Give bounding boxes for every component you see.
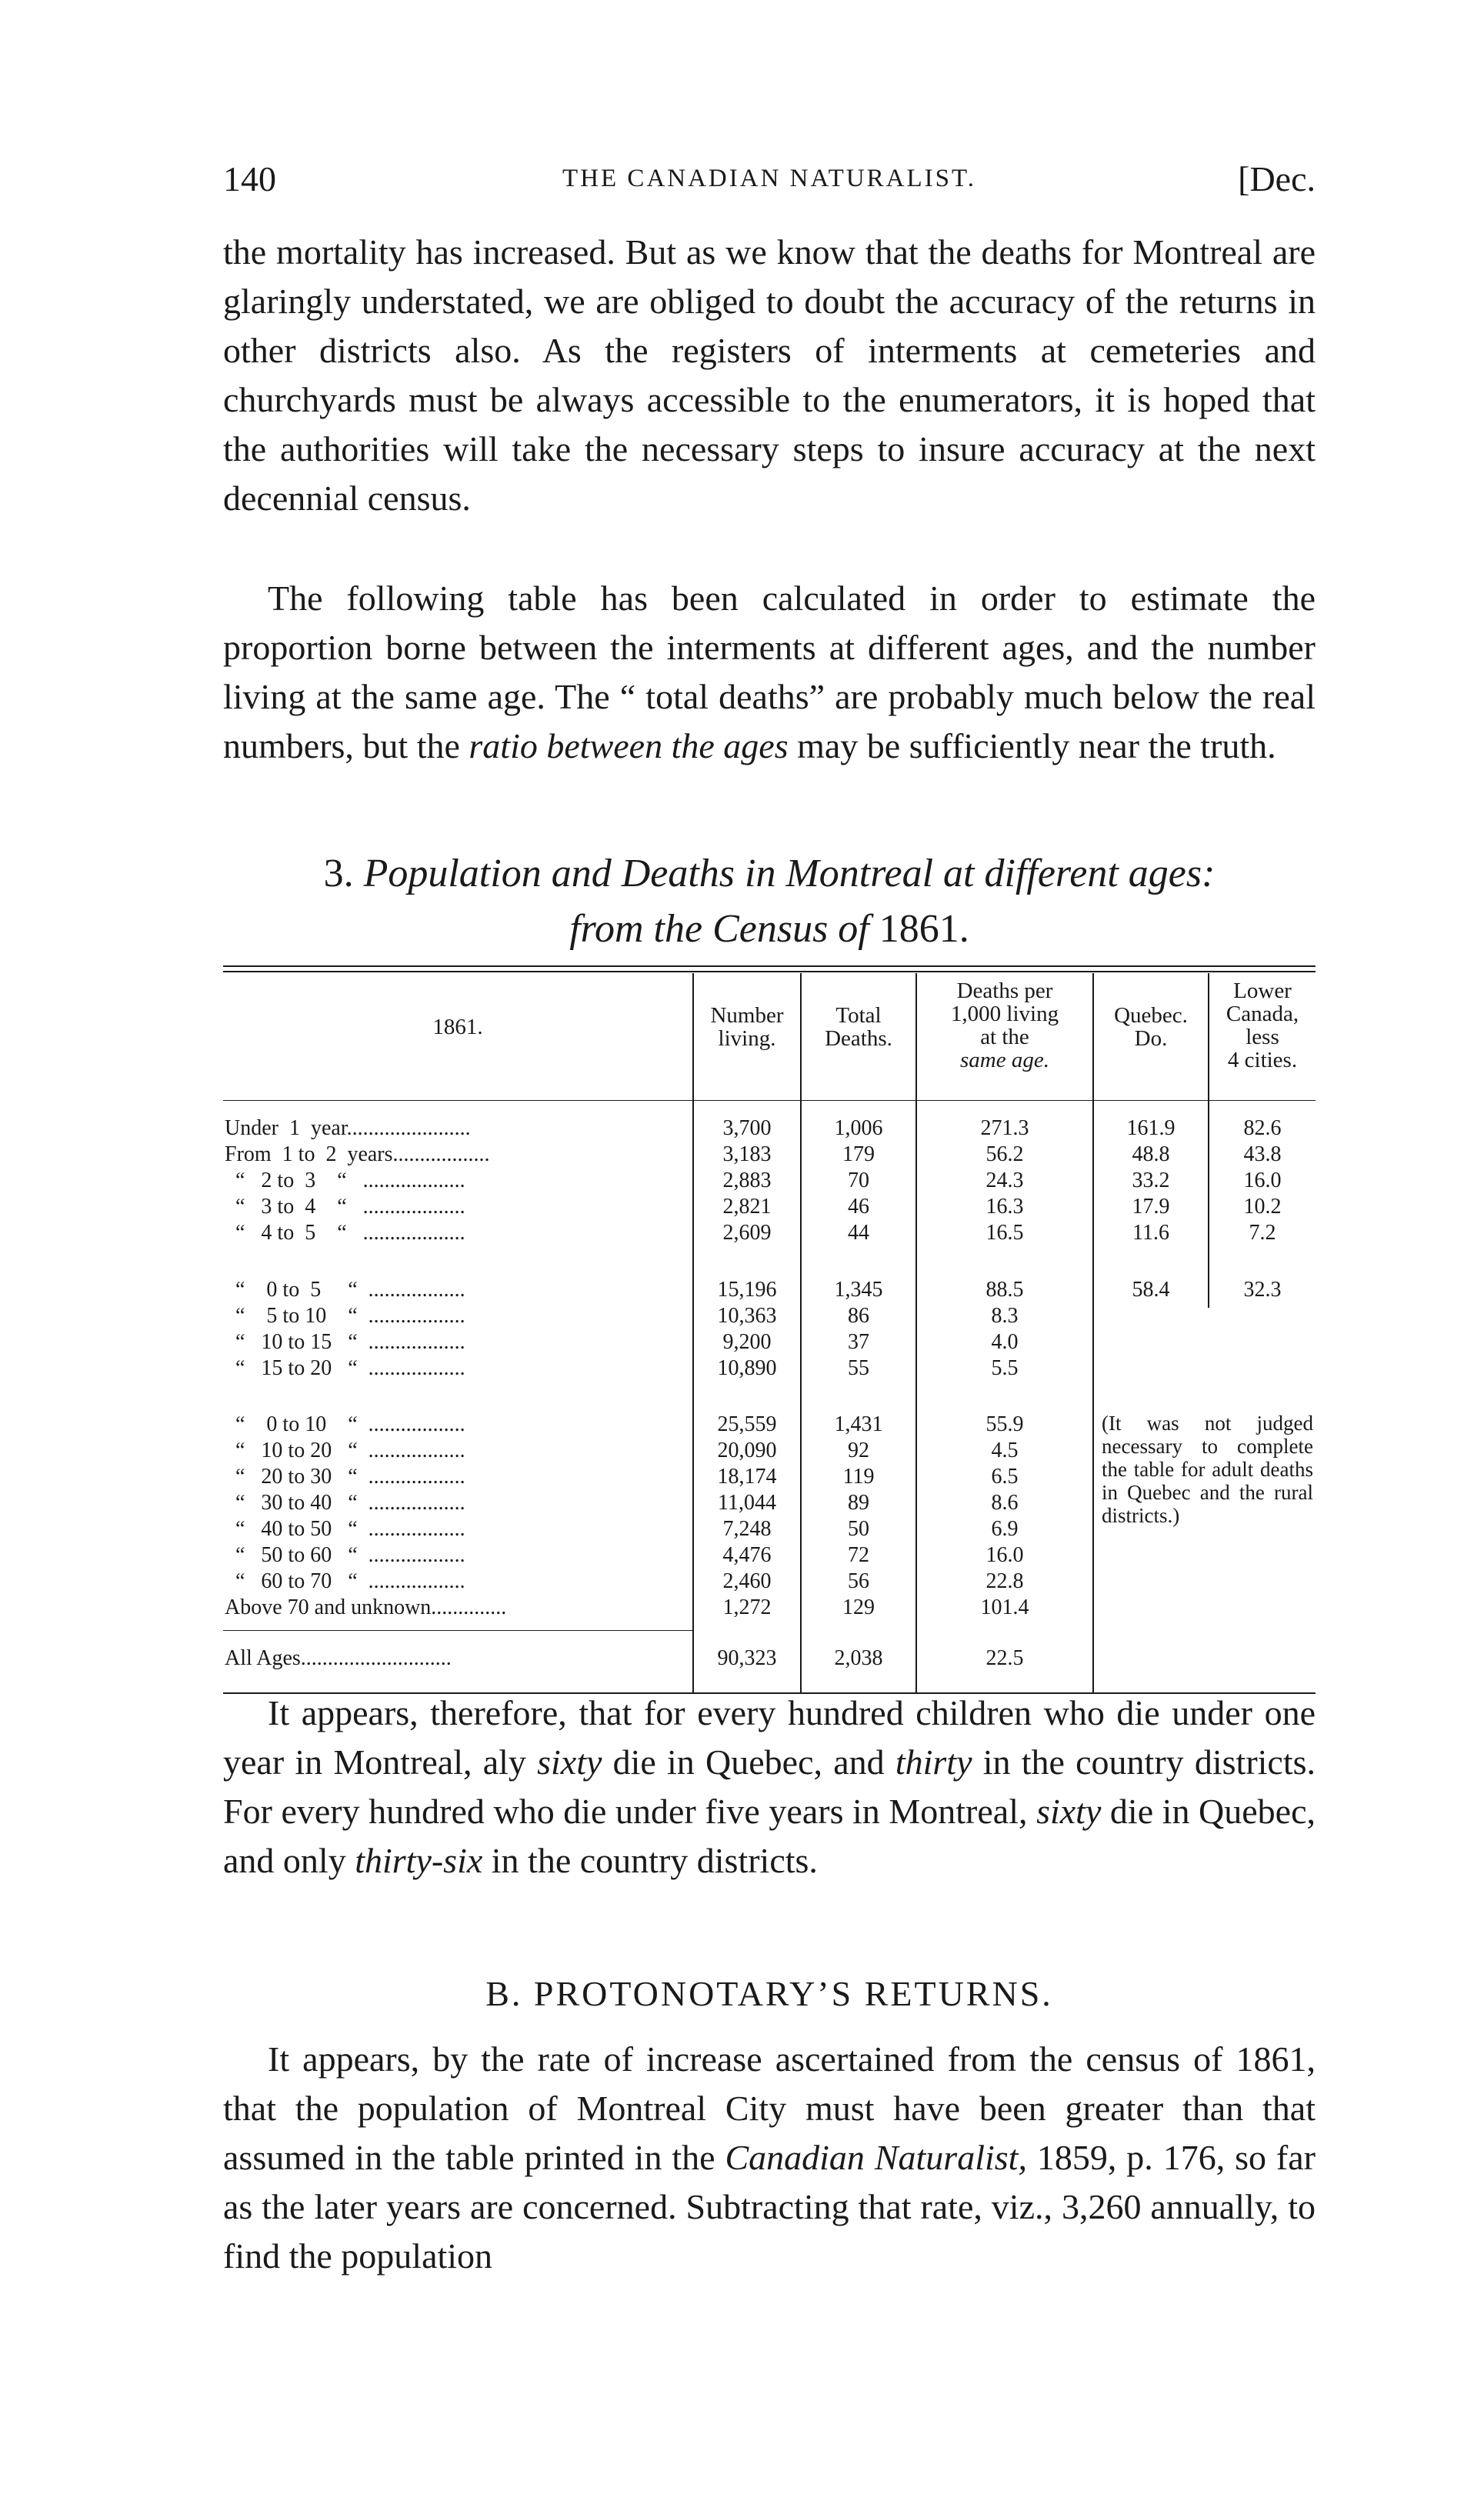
row-label: “ 50 to 60 “ .................. [225, 1543, 465, 1567]
row-label: “ 10 to 20 “ .................. [225, 1439, 465, 1462]
cell-per1000: 6.5 [991, 1465, 1019, 1489]
row-label: “ 30 to 40 “ .................. [225, 1491, 465, 1515]
cell-per1000: 55.9 [985, 1412, 1024, 1436]
cell-living: 3,700 [722, 1116, 772, 1140]
caption-number: 3. [323, 852, 354, 895]
cell-living: 3,183 [722, 1142, 772, 1166]
row-label: “ 0 to 5 “ .................. [225, 1278, 465, 1302]
cell-per1000: 4.0 [991, 1330, 1019, 1354]
cell-per1000: 88.5 [985, 1278, 1024, 1302]
intro-text-end: may be sufficiently near the truth. [788, 726, 1276, 765]
cell-per1000: 16.3 [985, 1195, 1024, 1219]
header-underline [223, 1100, 692, 1101]
total-living: 90,323 [717, 1646, 777, 1670]
paragraph-table-intro [223, 574, 1316, 771]
header-deaths-per-1000: Deaths per 1,000 living at the same age. [950, 979, 1059, 1072]
running-header [223, 158, 1316, 205]
cell-lower-canada: 7.2 [1249, 1221, 1276, 1245]
cell-per1000: 22.8 [985, 1569, 1024, 1593]
cell-living: 2,460 [722, 1569, 772, 1593]
cell-quebec: 161.9 [1126, 1116, 1176, 1140]
cell-deaths: 46 [848, 1195, 869, 1219]
row-label: “ 0 to 10 “ .................. [225, 1412, 465, 1436]
header-total-deaths: Total Deaths. [825, 1003, 892, 1051]
cell-per1000: 101.4 [980, 1595, 1029, 1619]
cell-lower-canada: 10.2 [1243, 1195, 1282, 1219]
cell-deaths: 70 [848, 1169, 869, 1192]
row-label: Under 1 year....................... [225, 1116, 471, 1140]
cell-deaths: 89 [848, 1491, 869, 1515]
header-number-living: Number living. [710, 1003, 784, 1051]
cell-deaths: 179 [842, 1142, 875, 1166]
table-note: (It was not judged necessary to complete the table for adult deaths in Quebec and the rural districts.) [1102, 1412, 1313, 1527]
cell-deaths: 50 [848, 1517, 869, 1541]
caption-year: 1861. [879, 907, 969, 951]
paragraph-comparison: It appears, therefore, that for every hundred children who die under one year in Montreal, aly sixty die in Quebec, and thirty in the country districts. For every hundred who die under five years in Montreal, sixty die in Quebec, and only thirty-six in the country districts. [223, 1693, 1316, 1880]
row-label: “ 5 to 10 “ .................. [225, 1304, 465, 1328]
table-top-rule-2 [223, 971, 1316, 972]
row-label: “ 20 to 30 “ .................. [225, 1465, 465, 1489]
intro-text: The following table has been calculated in order to estimate the proportion borne between the interments at different ages, and the number living at the same age. The “ total deaths” are probably much below the real numbers, but the [223, 578, 1316, 765]
cell-quebec: 48.8 [1132, 1142, 1170, 1166]
cell-per1000: 271.3 [980, 1116, 1029, 1140]
header-quebec: Quebec. Do. [1114, 1003, 1188, 1051]
cell-living: 15,196 [717, 1278, 777, 1302]
cell-lower-canada: 43.8 [1243, 1142, 1282, 1166]
total-deaths: 2,038 [834, 1646, 883, 1670]
cell-living: 2,821 [722, 1195, 772, 1219]
cell-deaths: 44 [848, 1221, 869, 1245]
cell-per1000: 6.9 [991, 1517, 1019, 1541]
cell-living: 2,609 [722, 1221, 772, 1245]
caption-title: Population and Deaths in Montreal at different ages: [363, 852, 1216, 895]
cell-per1000: 16.0 [985, 1543, 1024, 1567]
cell-deaths: 72 [848, 1543, 869, 1567]
row-label: “ 40 to 50 “ .................. [225, 1517, 465, 1541]
row-label: “ 15 to 20 “ .................. [225, 1356, 465, 1380]
column-rule [1092, 973, 1094, 1692]
cell-lower-canada: 16.0 [1243, 1169, 1282, 1192]
cell-living: 10,363 [717, 1304, 777, 1328]
row-label: “ 10 to 15 “ .................. [225, 1330, 465, 1354]
cell-deaths: 86 [848, 1304, 869, 1328]
cell-quebec: 33.2 [1132, 1169, 1170, 1192]
total-per1000: 22.5 [985, 1646, 1024, 1670]
cell-per1000: 16.5 [985, 1221, 1024, 1245]
cell-quebec: 11.6 [1132, 1221, 1169, 1245]
cell-living: 1,272 [722, 1595, 772, 1619]
table-top-rule [223, 965, 1316, 967]
header-lower-canada: Lower Canada, less 4 cities. [1226, 979, 1299, 1072]
cell-deaths: 1,431 [834, 1412, 883, 1436]
table-caption [223, 846, 1316, 957]
cell-living: 18,174 [717, 1465, 777, 1489]
cell-deaths: 56 [848, 1569, 869, 1593]
cell-living: 11,044 [718, 1491, 776, 1515]
cell-living: 10,890 [717, 1356, 777, 1380]
journal-title: THE CANADIAN NATURALIST. [562, 165, 976, 192]
cell-deaths: 119 [842, 1465, 875, 1489]
total-separator [223, 1630, 692, 1631]
cell-lower-canada: 32.3 [1243, 1278, 1282, 1302]
cell-deaths: 37 [848, 1330, 869, 1354]
cell-per1000: 5.5 [991, 1356, 1019, 1380]
cell-per1000: 8.6 [991, 1491, 1019, 1515]
cell-quebec: 17.9 [1132, 1195, 1170, 1219]
page-number: 140 [223, 159, 276, 198]
caption-source: from the Census of [569, 907, 869, 951]
cell-living: 2,883 [722, 1169, 772, 1192]
total-row-label: All Ages............................ [225, 1646, 452, 1670]
cell-per1000: 4.5 [991, 1439, 1019, 1462]
cell-deaths: 55 [848, 1356, 869, 1380]
paragraph-text: the mortality has increased. But as we know that the deaths for Montreal are glaringly understated, we are obliged to doubt the accuracy of the returns in other districts also. As the registers of interments at cemeteries and churchyards must be always accessible to the enumerators, it is hoped that the authorities will take the necessary steps to insure accuracy at the next decennial census. [223, 232, 1316, 518]
cell-living: 9,200 [722, 1330, 772, 1354]
cell-deaths: 92 [848, 1439, 869, 1462]
issue-month: [Dec. [1238, 159, 1316, 198]
cell-lower-canada: 82.6 [1243, 1116, 1282, 1140]
mortality-table [223, 965, 1316, 1692]
row-label: “ 60 to 70 “ .................. [225, 1569, 465, 1593]
paragraph-protonotary: It appears, by the rate of increase ascertained from the census of 1861, that the population of Montreal City must have been greater than that assumed in the table printed in the Canadian Naturalist, 1859, p. 176, so far as the later years are concerned. Subtracting that rate, viz., 3,260 annually, to find the population [223, 2039, 1316, 2276]
cell-deaths: 129 [842, 1595, 875, 1619]
section-heading: B. PROTONOTARY’S RETURNS. [485, 1974, 1053, 2013]
cell-deaths: 1,006 [834, 1116, 883, 1140]
cell-living: 4,476 [722, 1543, 772, 1567]
cell-quebec: 58.4 [1132, 1278, 1170, 1302]
cell-per1000: 8.3 [991, 1304, 1019, 1328]
cell-per1000: 56.2 [985, 1142, 1024, 1166]
cell-living: 20,090 [717, 1439, 777, 1462]
cell-per1000: 24.3 [985, 1169, 1024, 1192]
header-underline-2 [692, 1100, 1316, 1101]
header-year: 1861. [432, 1015, 483, 1039]
paragraph-mortality [223, 228, 1316, 523]
row-label: From 1 to 2 years.................. [225, 1142, 490, 1166]
row-label: “ 3 to 4 “ ................... [225, 1195, 465, 1219]
row-label: “ 4 to 5 “ ................... [225, 1221, 465, 1245]
cell-deaths: 1,345 [834, 1278, 883, 1302]
row-label: “ 2 to 3 “ ................... [225, 1169, 465, 1192]
cell-living: 25,559 [717, 1412, 777, 1436]
row-label: Above 70 and unknown.............. [225, 1595, 507, 1619]
intro-italic: ratio between the ages [469, 726, 789, 765]
cell-living: 7,248 [722, 1517, 772, 1541]
